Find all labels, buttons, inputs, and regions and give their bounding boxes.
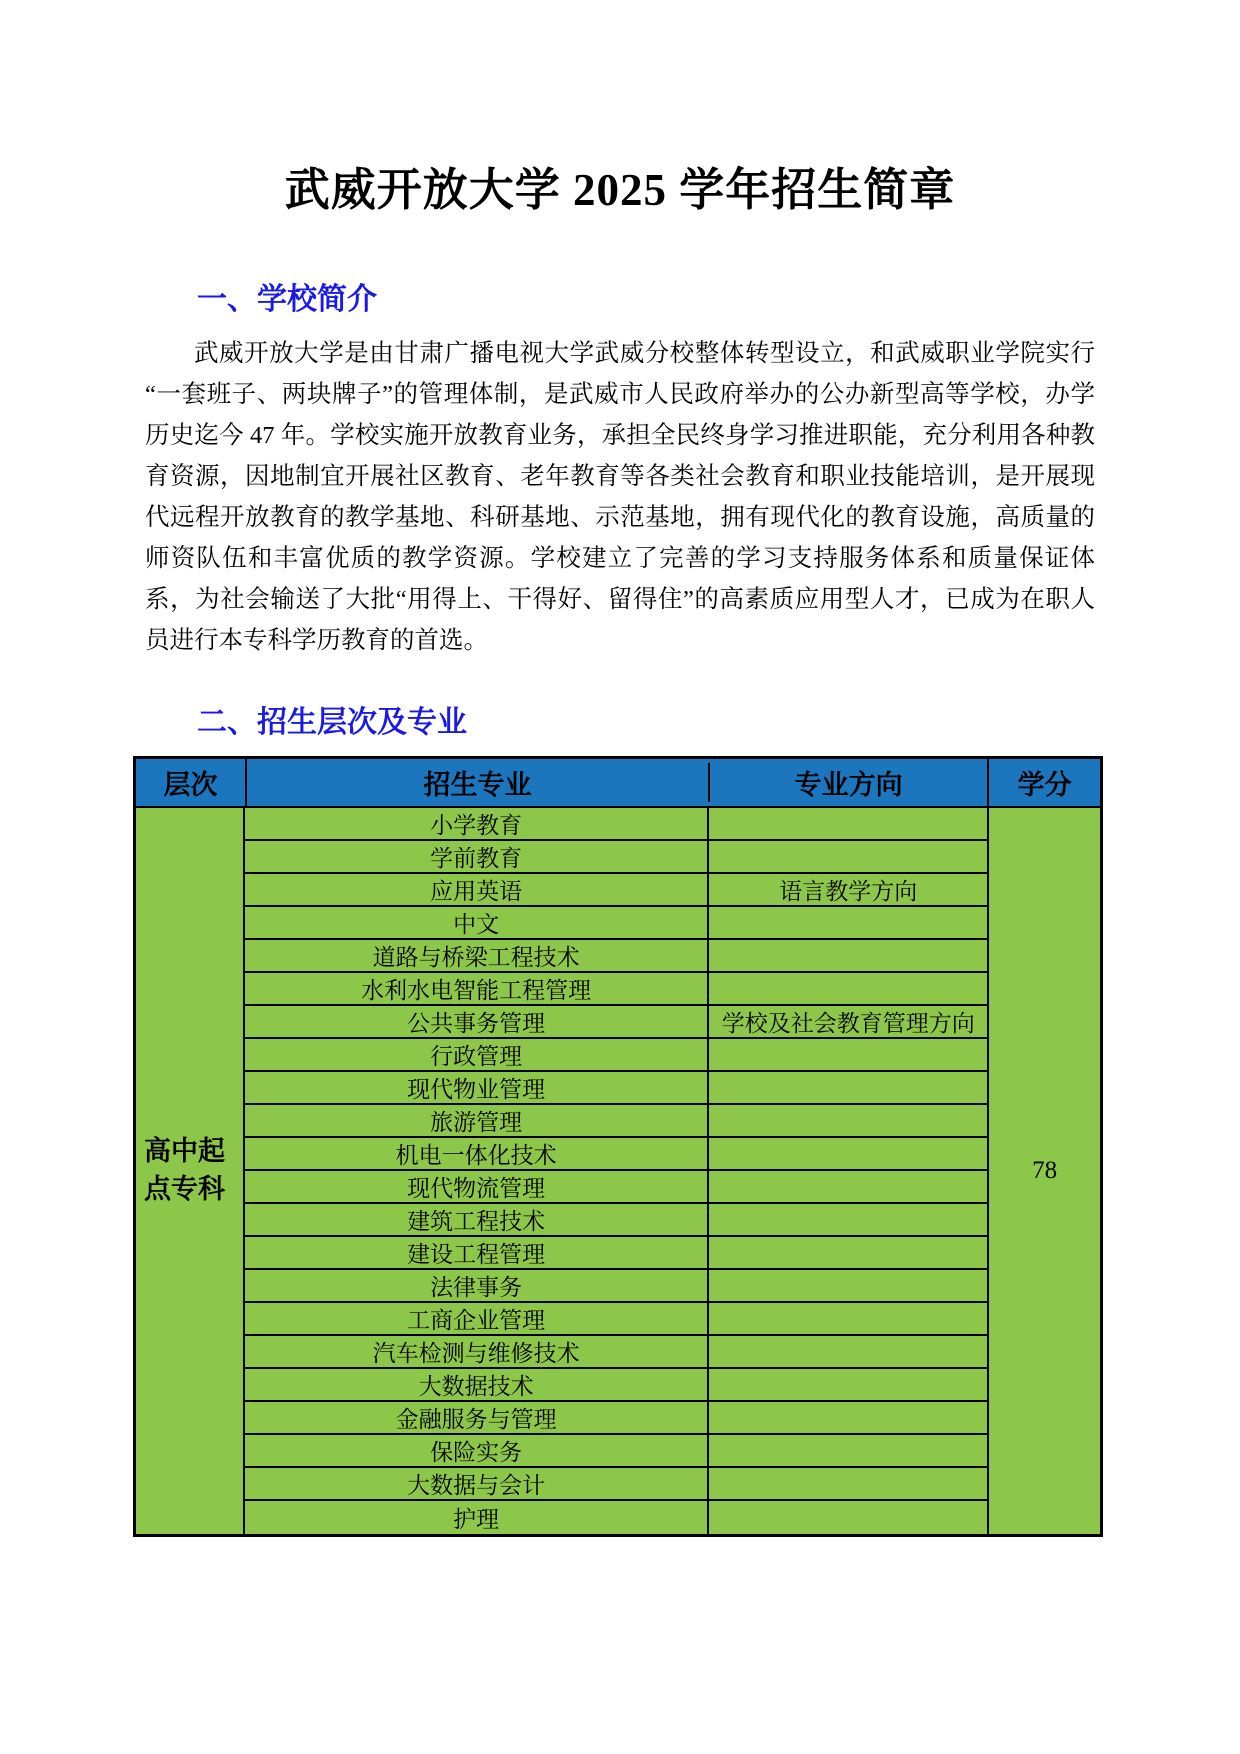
header-cell-credits: 学分 bbox=[987, 759, 1100, 806]
direction-cell bbox=[707, 1270, 987, 1301]
major-cell: 护理 bbox=[453, 1507, 500, 1533]
level-merged-cell: 高中起点专科 bbox=[136, 808, 245, 1534]
header-cell-level: 层次 bbox=[163, 770, 218, 801]
table-row bbox=[245, 940, 987, 973]
direction-cell bbox=[707, 1171, 987, 1202]
section-intro-heading: 一、学校简介 bbox=[197, 283, 377, 317]
major-cell: 法律事务 bbox=[430, 1275, 523, 1301]
major-cell: 道路与桥梁工程技术 bbox=[372, 945, 580, 971]
direction-cell: 语言教学方向 bbox=[707, 874, 987, 905]
table-row bbox=[245, 907, 987, 940]
table-row bbox=[245, 1402, 987, 1435]
table-row bbox=[245, 1303, 987, 1336]
table-row bbox=[245, 1501, 987, 1534]
direction-cell bbox=[707, 1237, 987, 1268]
table-row bbox=[245, 1468, 987, 1501]
major-rows bbox=[245, 808, 987, 1534]
major-cell: 旅游管理 bbox=[430, 1110, 523, 1136]
direction-cell bbox=[707, 1402, 987, 1433]
major-cell: 工商企业管理 bbox=[407, 1308, 546, 1334]
table-row bbox=[245, 1204, 987, 1237]
major-cell: 大数据技术 bbox=[418, 1374, 534, 1400]
major-cell: 水利水电智能工程管理 bbox=[361, 978, 592, 1004]
direction-cell bbox=[707, 1468, 987, 1499]
major-cell: 公共事务管理 bbox=[407, 1011, 546, 1037]
table-row bbox=[245, 1369, 987, 1402]
major-cell: 汽车检测与维修技术 bbox=[372, 1341, 580, 1367]
major-cell: 大数据与会计 bbox=[407, 1473, 546, 1499]
major-cell: 现代物业管理 bbox=[407, 1077, 546, 1103]
major-cell: 现代物流管理 bbox=[407, 1176, 546, 1202]
table-row bbox=[245, 1072, 987, 1105]
direction-cell bbox=[707, 1435, 987, 1466]
major-cell: 建筑工程技术 bbox=[407, 1209, 546, 1235]
table-row bbox=[245, 1138, 987, 1171]
table-body bbox=[136, 808, 1100, 1534]
table-row bbox=[245, 1237, 987, 1270]
table-row bbox=[245, 1435, 987, 1468]
major-cell: 金融服务与管理 bbox=[395, 1407, 557, 1433]
direction-cell: 学校及社会教育管理方向 bbox=[707, 1006, 987, 1037]
direction-cell bbox=[707, 1105, 987, 1136]
direction-cell bbox=[707, 1039, 987, 1070]
direction-cell bbox=[707, 940, 987, 971]
table-row bbox=[245, 1006, 987, 1039]
major-cell: 建设工程管理 bbox=[407, 1242, 546, 1268]
direction-cell bbox=[707, 1369, 987, 1400]
direction-cell bbox=[707, 808, 987, 839]
table-row bbox=[245, 1336, 987, 1369]
section-majors-heading: 二、招生层次及专业 bbox=[197, 706, 467, 740]
direction-cell bbox=[707, 1138, 987, 1169]
direction-cell bbox=[707, 973, 987, 1004]
table-row bbox=[245, 874, 987, 907]
major-cell: 中文 bbox=[453, 912, 500, 938]
major-cell: 机电一体化技术 bbox=[395, 1143, 557, 1169]
major-cell: 行政管理 bbox=[430, 1044, 523, 1070]
direction-cell bbox=[707, 1072, 987, 1103]
major-cell: 应用英语 bbox=[430, 879, 523, 905]
table-row bbox=[245, 1270, 987, 1303]
table-row bbox=[245, 1039, 987, 1072]
header-cell-major: 招生专业 bbox=[423, 770, 532, 801]
majors-table bbox=[133, 756, 1103, 1537]
direction-cell bbox=[707, 1303, 987, 1334]
header-cell-direction: 专业方向 bbox=[708, 763, 987, 802]
table-header-row bbox=[136, 759, 1100, 808]
major-cell: 小学教育 bbox=[430, 813, 523, 839]
table-row bbox=[245, 1105, 987, 1138]
intro-paragraph: 武威开放大学是由甘肃广播电视大学武威分校整体转型设立，和武威职业学院实行“一套班子、两块牌子”的管理体制，是武威市人民政府举办的公办新型高等学校，办学历史迄今 47 年。学校实施开放教育业务，承担全民终身学习推进职能，充分利用各种教育资源，因地制宜开展社区教育、老年教育等各类社会教育和职业技能培训，是开展现代远程开放教育的教学基地、科研基地、示范基地，拥有现代化的教育设施，高质量的师资队伍和丰富优质的教学资源。学校建立了完善的学习支持服务体系和质量保证体系，为社会输送了大批“用得上、干得好、留得住”的高素质应用型人才，已成为在职人员进行本专科学历教育的首选。 bbox=[145, 340, 1095, 655]
direction-cell bbox=[707, 1501, 987, 1534]
table-row bbox=[245, 973, 987, 1006]
direction-cell bbox=[707, 841, 987, 872]
direction-cell bbox=[707, 1204, 987, 1235]
page-title: 武威开放大学 2025 学年招生简章 bbox=[284, 165, 956, 215]
credits-merged-cell: 78 bbox=[987, 808, 1100, 1534]
table-row bbox=[245, 841, 987, 874]
direction-cell bbox=[707, 1336, 987, 1367]
table-row bbox=[245, 808, 987, 841]
major-cell: 学前教育 bbox=[430, 846, 523, 872]
major-cell: 保险实务 bbox=[430, 1440, 523, 1466]
table-row bbox=[245, 1171, 987, 1204]
direction-cell bbox=[707, 907, 987, 938]
